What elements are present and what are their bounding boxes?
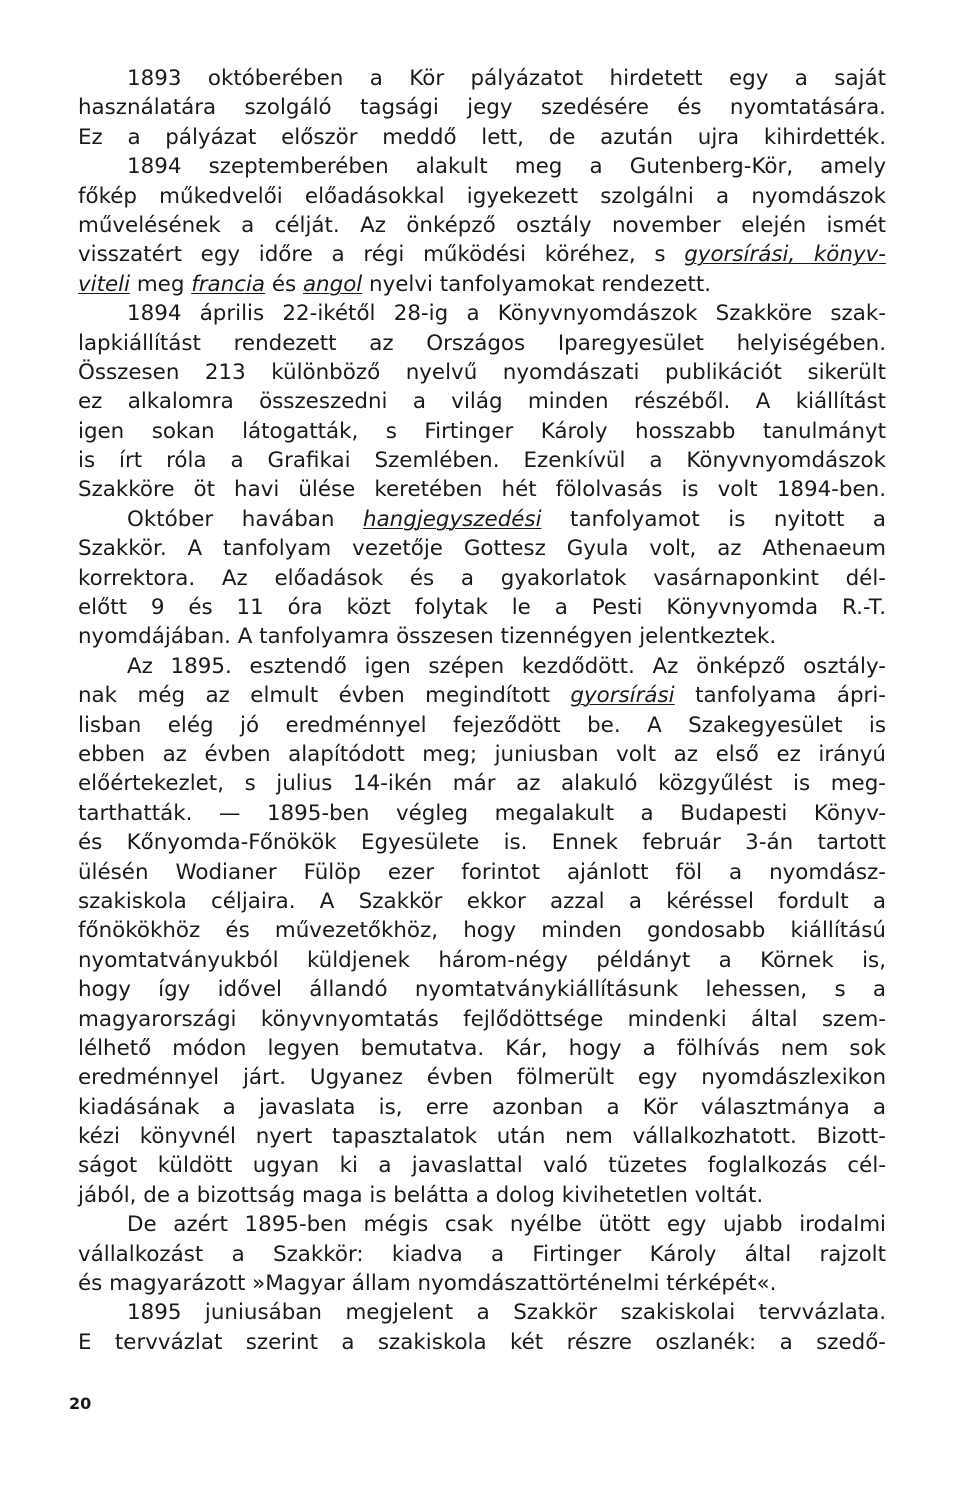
text-line: [78, 211, 886, 240]
text-line: [78, 446, 886, 475]
text-run: Szakkör. A tanfolyam vezetője Gottesz Gyula volt, az Athenaeum: [78, 536, 886, 562]
text-line: [78, 1093, 886, 1122]
text-line: [78, 916, 886, 945]
text-run: Október havában: [127, 506, 364, 532]
text-run: lélhető módon legyen bemutatva. Kár, hogy a fölhívás nem sok: [78, 1035, 886, 1061]
text-line: [78, 240, 886, 269]
text-line: [78, 64, 886, 93]
text-run: 1894 szeptemberében alakult meg a Gutenberg-Kör, amely: [127, 154, 886, 180]
text-line: [78, 152, 886, 181]
text-line: [78, 681, 886, 710]
text-line: [78, 1122, 886, 1151]
text-line: [78, 358, 886, 387]
text-run: szakiskola céljaira. A Szakkör ekkor azzal a kéréssel fordult a: [78, 888, 886, 914]
emphasized-term: francia: [191, 271, 266, 297]
text-line: [78, 711, 886, 740]
text-run: lisban elég jó eredménnyel fejeződött be. A Szakegyesület is: [78, 712, 886, 738]
text-run: ebben az évben alapítódott meg; juniusban volt az első ez irányú: [78, 741, 886, 767]
text-run: előtt 9 és 11 óra közt folytak le a Pesti Könyvnyomda R.-T.: [78, 595, 886, 621]
text-run: vállalkozást a Szakkör: kiadva a Firtinger Károly által rajzolt: [78, 1241, 886, 1267]
text-run: főnökökhöz és művezetőkhöz, hogy minden gondosabb kiállítású: [78, 918, 886, 944]
text-run: De azért 1895-ben mégis csak nyélbe ütött egy ujabb irodalmi: [127, 1212, 886, 1238]
text-line: [78, 475, 886, 504]
text-run: nyomtatványukból küldjenek három-négy példányt a Körnek is,: [78, 947, 886, 973]
text-run: nyomdájában. A tanfolyamra összesen tizennégyen jelentkeztek.: [78, 624, 777, 650]
text-line: [78, 417, 886, 446]
text-run: Szakköre öt havi ülése keretében hét fölolvasás is volt 1894-ben.: [78, 477, 886, 503]
text-line: [78, 123, 886, 152]
text-line: [78, 858, 886, 887]
text-line: [78, 299, 886, 328]
text-run: nyelvi tanfolyamokat rendezett.: [362, 271, 712, 297]
text-run: Összesen 213 különböző nyelvű nyomdászati publikációt sikerült: [78, 359, 886, 385]
text-line: [78, 1181, 886, 1210]
text-run: 1893 októberében a Kör pályázatot hirdetett egy a saját: [127, 66, 886, 91]
text-run: és Kőnyomda-Főnökök Egyesülete is. Ennek február 3-án tartott: [78, 830, 886, 856]
text-run: tanfolyama ápri-: [674, 683, 886, 709]
text-run: korrektora. Az előadások és a gyakorlatok vasárnaponkint dél-: [78, 565, 886, 591]
emphasized-term: hangjegyszedési: [363, 506, 542, 532]
text-run: eredménnyel járt. Ugyanez évben fölmerült egy nyomdászlexikon: [78, 1065, 886, 1091]
text-run: főkép műkedvelői előadásokkal igyekezett szolgálni a nyomdászok: [78, 183, 886, 209]
text-line: [78, 329, 886, 358]
page-number: 20: [69, 1394, 92, 1413]
text-run: használatára szolgáló tagsági jegy szedésére és nyomtatására.: [78, 95, 886, 121]
text-run: és magyarázott »Magyar állam nyomdászattörténelmi térképét«.: [78, 1271, 777, 1297]
text-line: [78, 652, 886, 681]
emphasized-term: angol: [302, 271, 363, 297]
text-line: [78, 534, 886, 563]
text-line: [78, 740, 886, 769]
text-run: Az 1895. esztendő igen szépen kezdődött. Az önképző osztály-: [127, 653, 886, 679]
text-line: [78, 1240, 886, 1269]
text-run: lapkiállítást rendezett az Országos Iparegyesület helyiségében.: [78, 330, 886, 356]
text-run: visszatért egy időre a régi működési köréhez, s: [78, 242, 685, 268]
text-run: előértekezlet, s julius 14-ikén már az alakuló közgyűlést is meg-: [78, 771, 886, 797]
text-line: [78, 93, 886, 122]
text-run: ülésén Wodianer Fülöp ezer forintot ajánlott föl a nyomdász-: [78, 859, 886, 885]
text-line: [78, 182, 886, 211]
text-line: [78, 828, 886, 857]
text-run: E tervvázlat szerint a szakiskola két részre oszlanék: a szedő-: [78, 1329, 886, 1355]
text-line: [78, 505, 886, 534]
text-run: ez alkalomra összeszedni a világ minden részéből. A kiállítást: [78, 389, 886, 415]
emphasized-term: viteli: [78, 271, 131, 297]
text-run: is írt róla a Grafikai Szemlében. Ezenkívül a Könyvnyomdászok: [78, 448, 886, 474]
text-line: [78, 1269, 886, 1298]
text-run: művelésének a célját. Az önképző osztály november elején ismét: [78, 212, 886, 238]
text-run: igen sokan látogatták, s Firtinger Károly hosszabb tanulmányt: [78, 418, 886, 444]
text-run: nak még az elmult évben megindított: [78, 683, 571, 709]
text-run: 1895 juniusában megjelent a Szakkör szakiskolai tervvázlata.: [127, 1300, 886, 1326]
text-run: kiadásának a javaslata is, erre azonban a Kör választmánya a: [78, 1094, 886, 1120]
text-run: tarthatták. — 1895-ben végleg megalakult a Budapesti Könyv-: [78, 800, 886, 826]
text-run: meg: [130, 271, 192, 297]
text-run: hogy így idővel állandó nyomtatványkiállításunk lehessen, s a: [78, 977, 886, 1003]
text-line: [78, 887, 886, 916]
text-line: [78, 1328, 886, 1357]
text-run: jából, de a bizottság maga is belátta a dolog kivihetetlen voltát.: [78, 1182, 764, 1208]
emphasized-term: gyorsírási: [570, 683, 675, 709]
text-line: [78, 975, 886, 1004]
text-line: [78, 1298, 886, 1327]
text-run: ságot küldött ugyan ki a javaslattal való tüzetes foglalkozás cél-: [78, 1153, 886, 1179]
text-line: [78, 1151, 886, 1180]
text-line: [78, 564, 886, 593]
text-line: [78, 1034, 886, 1063]
text-line: [78, 622, 886, 651]
text-line: [78, 1005, 886, 1034]
text-line: [78, 387, 886, 416]
text-line: [78, 1210, 886, 1239]
text-run: 1894 április 22-ikétől 28-ig a Könyvnyomdászok Szakköre szak-: [127, 301, 886, 327]
text-line: [78, 270, 886, 299]
text-line: [78, 799, 886, 828]
text-line: [78, 769, 886, 798]
text-line: [78, 1063, 886, 1092]
text-run: magyarországi könyvnyomtatás fejlődöttsége mindenki által szem-: [78, 1006, 886, 1032]
text-run: tanfolyamot is nyitott a: [541, 506, 886, 532]
body-text: [78, 64, 886, 1357]
text-run: és: [265, 271, 303, 297]
text-run: kézi könyvnél nyert tapasztalatok után nem vállalkozhatott. Bizott-: [78, 1124, 886, 1150]
text-line: [78, 946, 886, 975]
text-line: [78, 593, 886, 622]
emphasized-term: gyorsírási, könyv-: [684, 242, 886, 268]
text-run: Ez a pályázat először meddő lett, de azután ujra kihirdették.: [78, 124, 886, 150]
